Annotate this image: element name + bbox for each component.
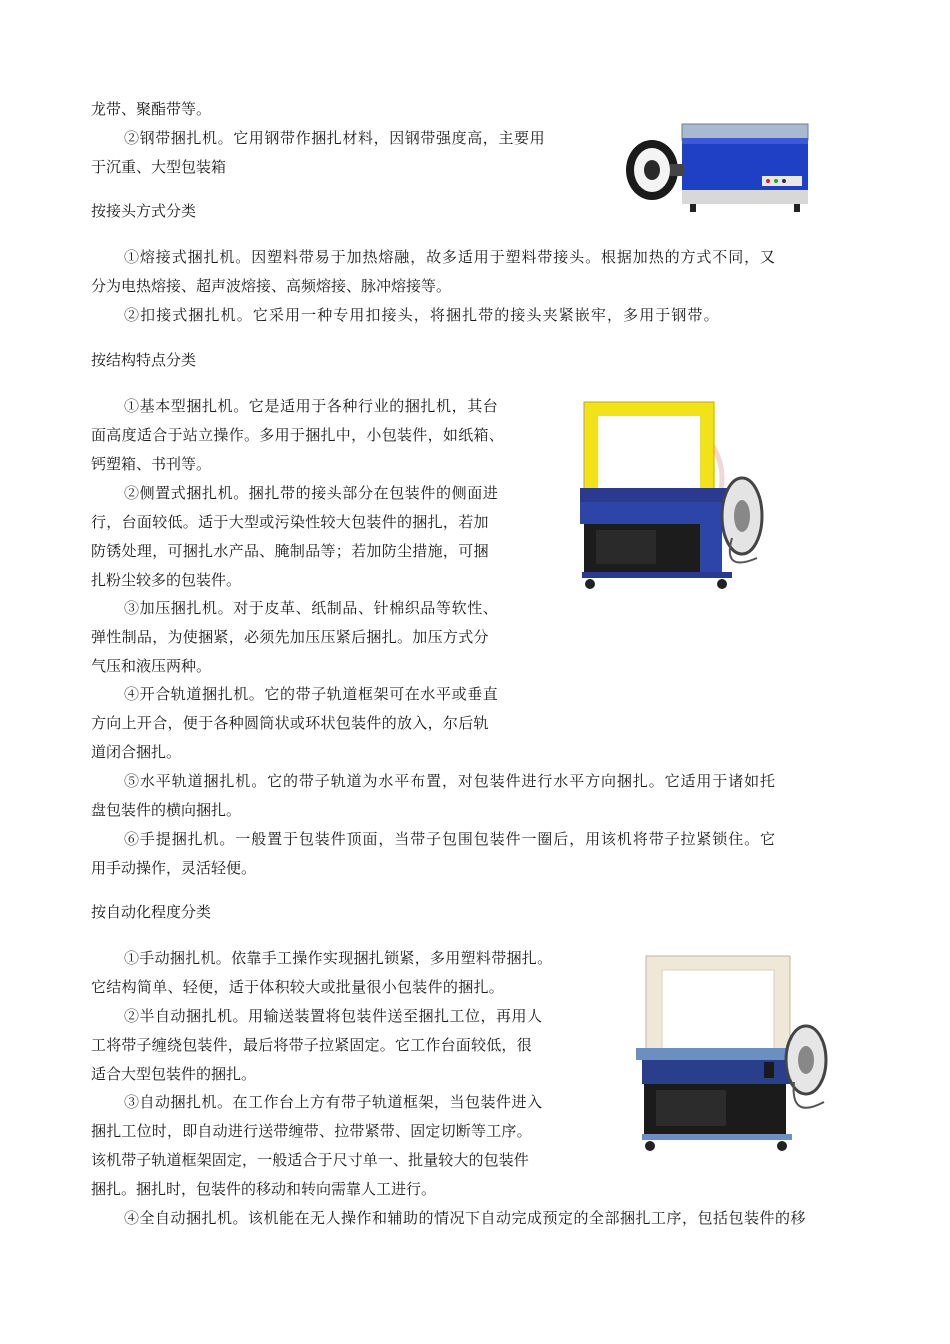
text-line: 行，台面较低。适于大型或污染性较大包装件的捆扎，若加	[91, 513, 489, 531]
text-line: ①基本型捆扎机。它是适用于各种行业的捆扎机，其台	[124, 397, 499, 415]
text-line: ②扣接式捆扎机。它采用一种专用扣接头，将捆扎带的接头夹紧嵌牢，多用于钢带。	[124, 306, 720, 324]
text-line: ②半自动捆扎机。用输送装置将包装件送至捆扎工位，再用人	[124, 1007, 543, 1025]
text-line: 它结构简单、轻便，适于体积较大或批量很小包装件的捆扎。	[91, 978, 505, 996]
section-heading: 按自动化程度分类	[91, 903, 212, 921]
text-line: ⑥手提捆扎机。一般置于包装件顶面，当带子包围包装件一圈后，用该机将带子拉紧锁住。它	[124, 830, 776, 848]
text-line: 用手动操作，灵活轻便。	[91, 859, 257, 877]
text-line: ③自动捆扎机。在工作台上方有带子轨道框架，当包装件进入	[124, 1093, 543, 1111]
text-line: ①熔接式捆扎机。因塑料带易于加热熔融，故多适用于塑料带接头。根据加热的方式不同，又	[124, 248, 776, 266]
text-line: 该机带子轨道框架固定，一般适合于尺寸单一、批量较大的包装件	[91, 1151, 529, 1169]
yellow-arch-strapping-machine-image	[572, 398, 772, 594]
text-line: 气压和液压两种。	[91, 657, 212, 675]
text-line: ①手动捆扎机。依靠手工操作实现捆扎锁紧，多用塑料带捆扎。	[124, 949, 553, 967]
text-line: 防锈处理，可捆扎水产品、腌制品等；若加防尘措施，可捆	[91, 542, 489, 560]
text-line: 道闭合捆扎。	[91, 743, 182, 761]
white-arch-strapping-machine-image	[632, 952, 832, 1154]
text-line: 方向上开合，便于各种圆筒状或环状包装件的放入，尔后轨	[91, 714, 489, 732]
text-line: 面高度适合于站立操作。多用于捆扎中，小包装件，如纸箱、	[91, 426, 505, 444]
text-line: 捆扎。捆扎时，包装件的移动和转向需靠人工进行。	[91, 1180, 437, 1198]
text-line: 盘包装件的横向捆扎。	[91, 801, 242, 819]
text-line: 适合大型包装件的捆扎。	[91, 1065, 257, 1083]
text-line: ④开合轨道捆扎机。它的带子轨道框架可在水平或垂直	[124, 685, 499, 703]
text-line: ⑤水平轨道捆扎机。它的带子轨道为水平布置，对包装件进行水平方向捆扎。它适用于诸如托	[124, 772, 776, 790]
text-line: 于沉重、大型包装箱	[91, 158, 227, 176]
text-line: 工将带子缠绕包装件，最后将带子拉紧固定。它工作台面较低，很	[91, 1036, 532, 1054]
text-line: ②钢带捆扎机。它用钢带作捆扎材料，因钢带强度高，主要用	[124, 129, 546, 147]
text-line: ④全自动捆扎机。该机能在无人操作和辅助的情况下自动完成预定的全部捆扎工序，包括包装件的移	[124, 1209, 807, 1227]
section-heading: 按结构特点分类	[91, 351, 197, 369]
text-line: 捆扎工位时，即自动进行送带缠带、拉带紧带、固定切断等工序。	[91, 1122, 532, 1140]
text-line: ③加压捆扎机。对于皮革、纸制品、针棉织品等软性、	[124, 599, 499, 617]
text-line: 钙塑箱、书刊等。	[91, 455, 212, 473]
text-line: 扎粉尘较多的包装件。	[91, 571, 242, 589]
section-heading: 按接头方式分类	[91, 202, 197, 220]
text-line: 龙带、聚酯带等。	[91, 100, 212, 118]
text-line: 弹性制品，为使捆紧，必须先加压压紧后捆扎。加压方式分	[91, 628, 489, 646]
text-line: ②侧置式捆扎机。捆扎带的接头部分在包装件的侧面进	[124, 484, 499, 502]
text-line: 分为电热熔接、超声波熔接、高频熔接、脉冲熔接等。	[91, 277, 452, 295]
steel-strapping-machine-image	[622, 120, 820, 216]
